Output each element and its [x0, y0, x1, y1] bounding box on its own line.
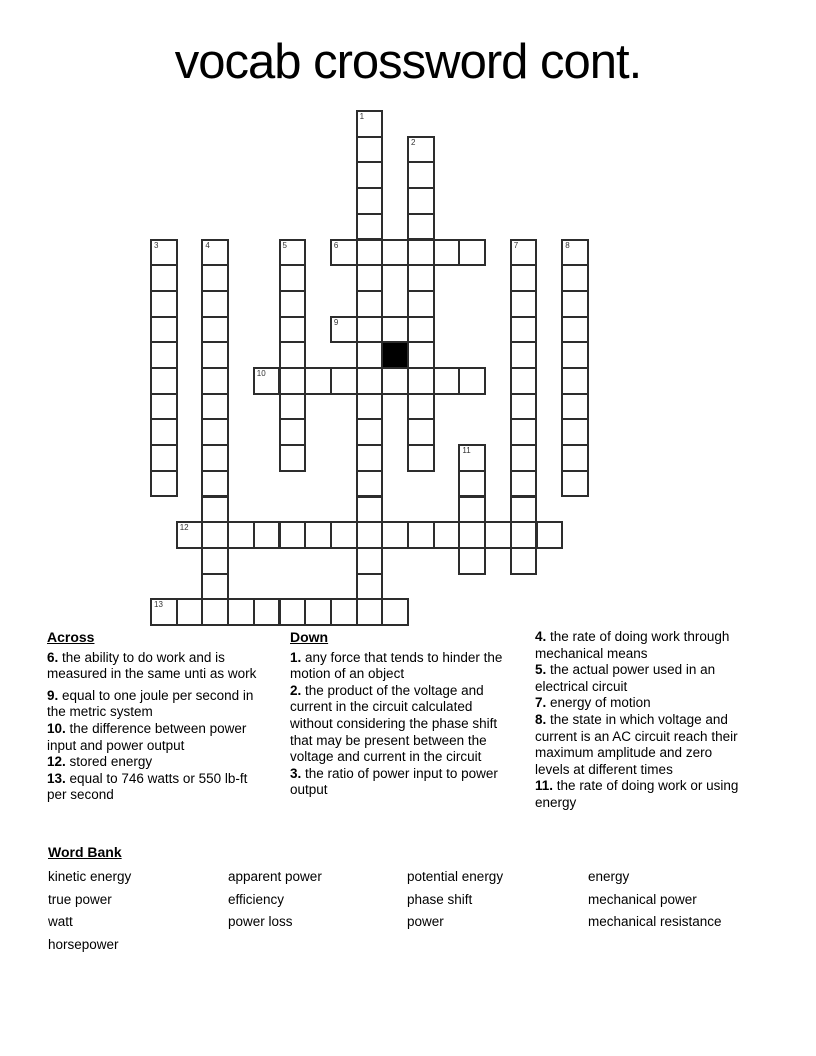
grid-cell[interactable]: [356, 316, 384, 344]
word-bank-column: [48, 866, 131, 956]
word-bank-item: watt: [48, 914, 73, 930]
grid-cell[interactable]: [407, 367, 435, 395]
word-bank-item: horsepower: [48, 936, 119, 952]
grid-cell[interactable]: [561, 418, 589, 446]
grid-cell[interactable]: [227, 598, 255, 626]
grid-cell[interactable]: [279, 598, 307, 626]
grid-cell[interactable]: [510, 341, 538, 369]
grid-cell[interactable]: [458, 496, 486, 524]
grid-cell[interactable]: [458, 521, 486, 549]
grid-cell[interactable]: [279, 341, 307, 369]
grid-cell[interactable]: [407, 161, 435, 189]
clue-across-13: [47, 771, 260, 804]
grid-cell[interactable]: [433, 521, 461, 549]
word-bank-column: [407, 866, 503, 934]
grid-cell[interactable]: [510, 367, 538, 395]
grid-cell[interactable]: [458, 367, 486, 395]
cell-number: 7: [513, 240, 519, 250]
grid-cell[interactable]: [150, 264, 178, 292]
grid-cell[interactable]: [356, 496, 384, 524]
grid-cell[interactable]: [201, 547, 229, 575]
down-header: Down: [290, 629, 329, 645]
grid-cell[interactable]: [407, 290, 435, 318]
grid-cell[interactable]: [356, 418, 384, 446]
grid-cell[interactable]: [407, 136, 435, 164]
grid-cell[interactable]: [561, 341, 589, 369]
grid-cell[interactable]: [201, 316, 229, 344]
clue-across-12: [47, 754, 260, 771]
cell-number: 4: [205, 240, 210, 250]
grid-cell[interactable]: [304, 521, 332, 549]
cell-number: 10: [256, 369, 266, 378]
grid-cell[interactable]: [561, 393, 589, 421]
grid-cell[interactable]: [433, 367, 461, 395]
clue-number: 6.: [47, 649, 59, 665]
grid-cell[interactable]: [201, 393, 229, 421]
word-bank-header: Word Bank: [48, 844, 122, 860]
grid-cell[interactable]: [356, 110, 384, 138]
grid-cell[interactable]: [201, 418, 229, 446]
grid-cell[interactable]: [330, 239, 358, 267]
grid-cell[interactable]: [561, 290, 589, 318]
grid-cell[interactable]: [279, 239, 307, 267]
grid-cell[interactable]: [510, 239, 538, 267]
grid-cell[interactable]: [176, 521, 204, 549]
grid-cell[interactable]: [381, 367, 409, 395]
grid-cell[interactable]: [356, 367, 384, 395]
cell-number: 9: [333, 317, 339, 327]
grid-cell[interactable]: [356, 239, 384, 267]
grid-cell[interactable]: [150, 470, 178, 498]
clue-number: 7.: [535, 695, 547, 711]
clue-number: 4.: [535, 629, 547, 644]
clue-text: the ability to do work and is measured in the same unti as work: [47, 649, 257, 682]
black-cell: [381, 341, 409, 369]
grid-cell[interactable]: [279, 521, 307, 549]
grid-cell[interactable]: [356, 598, 384, 626]
grid-cell[interactable]: [201, 290, 229, 318]
grid-cell[interactable]: [356, 444, 384, 472]
cell-number: 12: [179, 523, 189, 533]
word-bank-item: potential energy: [407, 869, 504, 884]
word-bank-item: efficiency: [228, 891, 285, 907]
clue-number: 1.: [290, 649, 302, 665]
grid-cell[interactable]: [150, 598, 178, 626]
grid-cell[interactable]: [510, 316, 538, 344]
down-clues-column: [290, 629, 503, 799]
grid-cell[interactable]: [356, 187, 384, 215]
grid-cell[interactable]: [201, 598, 229, 626]
grid-cell[interactable]: [510, 521, 538, 549]
clue-text: equal to 746 watts or 550 lb-ft per second: [47, 770, 248, 803]
clue-number: 9.: [47, 687, 59, 703]
clue-down-11: [535, 778, 746, 811]
grid-cell[interactable]: [150, 341, 178, 369]
grid-cell[interactable]: [356, 470, 384, 498]
grid-cell[interactable]: [150, 393, 178, 421]
grid-cell[interactable]: [304, 598, 332, 626]
grid-cell[interactable]: [279, 316, 307, 344]
clue-down-7: [535, 695, 746, 712]
cell-number: 1: [359, 112, 365, 121]
grid-cell[interactable]: [330, 598, 358, 626]
cell-number: 5: [282, 240, 287, 250]
grid-cell[interactable]: [253, 521, 281, 549]
grid-cell[interactable]: [407, 239, 435, 267]
grid-cell[interactable]: [330, 367, 358, 395]
clue-text: the rate of doing work through mechanical means: [535, 629, 730, 661]
grid-cell[interactable]: [150, 444, 178, 472]
clue-number: 10.: [47, 720, 66, 736]
grid-cell[interactable]: [561, 470, 589, 498]
grid-cell[interactable]: [484, 521, 512, 549]
grid-cell[interactable]: [407, 264, 435, 292]
grid-cell[interactable]: [201, 367, 229, 395]
grid-cell[interactable]: [304, 367, 332, 395]
grid-cell[interactable]: [201, 341, 229, 369]
down-clues-column-continued: [535, 629, 746, 812]
clue-text: the difference between power input and power output: [47, 720, 247, 753]
cell-number: 6: [333, 240, 339, 250]
grid-cell[interactable]: [279, 444, 307, 472]
grid-cell[interactable]: [150, 239, 178, 267]
grid-cell[interactable]: [510, 470, 538, 498]
grid-cell[interactable]: [407, 521, 435, 549]
grid-cell[interactable]: [356, 264, 384, 292]
grid-cell[interactable]: [356, 573, 384, 601]
grid-cell[interactable]: [381, 598, 409, 626]
grid-cell[interactable]: [201, 573, 229, 601]
clue-text: equal to one joule per second in the metric system: [47, 687, 254, 720]
clue-number: 11.: [535, 778, 554, 794]
grid-cell[interactable]: [356, 547, 384, 575]
clue-text: any force that tends to hinder the motion of an object: [290, 649, 503, 682]
clue-down-4: [535, 629, 746, 662]
cell-number: 3: [154, 240, 159, 250]
grid-cell[interactable]: [561, 264, 589, 292]
across-header: Across: [47, 629, 95, 645]
grid-cell[interactable]: [458, 547, 486, 575]
grid-cell[interactable]: [510, 547, 538, 575]
grid-cell[interactable]: [201, 521, 229, 549]
grid-cell[interactable]: [279, 418, 307, 446]
grid-cell[interactable]: [253, 598, 281, 626]
grid-cell[interactable]: [458, 470, 486, 498]
grid-cell[interactable]: [356, 161, 384, 189]
clue-text: stored energy: [69, 754, 153, 770]
grid-cell[interactable]: [356, 341, 384, 369]
grid-cell[interactable]: [279, 290, 307, 318]
grid-cell[interactable]: [201, 444, 229, 472]
word-bank-item: apparent power: [228, 869, 322, 884]
clue-down-5: [535, 662, 746, 695]
grid-cell[interactable]: [458, 239, 486, 267]
grid-cell[interactable]: [407, 444, 435, 472]
across-clues-column: [47, 629, 260, 804]
clue-text: the product of the voltage and current in the circuit calculated without considering the phase shift that may be present between the voltage and current in the circuit: [290, 682, 498, 765]
clue-down-1: [290, 650, 503, 683]
grid-cell[interactable]: [356, 290, 384, 318]
grid-cell[interactable]: [561, 316, 589, 344]
clue-across-9: [47, 688, 260, 721]
grid-cell[interactable]: [381, 239, 409, 267]
cell-number: 8: [565, 240, 570, 250]
grid-cell[interactable]: [407, 393, 435, 421]
grid-cell[interactable]: [510, 290, 538, 318]
grid-cell[interactable]: [433, 239, 461, 267]
grid-cell[interactable]: [458, 444, 486, 472]
word-bank-item: mechanical resistance: [588, 914, 722, 930]
cell-number: 11: [462, 446, 471, 456]
grid-cell[interactable]: [407, 316, 435, 344]
clue-number: 13.: [47, 770, 66, 786]
grid-cell[interactable]: [407, 341, 435, 369]
clue-number: 8.: [535, 711, 547, 727]
grid-cell[interactable]: [561, 444, 589, 472]
grid-cell[interactable]: [510, 393, 538, 421]
clue-number: 12.: [47, 754, 66, 770]
grid-cell[interactable]: [510, 496, 538, 524]
clue-number: 3.: [290, 765, 302, 781]
grid-cell[interactable]: [407, 213, 435, 241]
grid-cell[interactable]: [356, 136, 384, 164]
clue-down-3: [290, 766, 503, 799]
word-bank-item: kinetic energy: [48, 869, 132, 884]
clue-text: the rate of doing work or using energy: [535, 778, 739, 810]
grid-cell[interactable]: [201, 264, 229, 292]
clue-number: 5.: [535, 662, 547, 678]
clue-across-6: [47, 650, 260, 683]
clue-text: the ratio of power input to power output: [290, 765, 498, 798]
clue-text: the state in which voltage and current is an AC circuit reach their maximum amplitude and zero levels at different times: [535, 711, 738, 777]
grid-cell[interactable]: [201, 470, 229, 498]
page-title: vocab crossword cont.: [174, 35, 642, 89]
clue-number: 2.: [290, 682, 302, 698]
grid-cell[interactable]: [561, 367, 589, 395]
clue-text: the actual power used in an electrical circuit: [535, 662, 716, 694]
grid-cell[interactable]: [201, 239, 229, 267]
word-bank-column: [588, 866, 722, 934]
word-bank-item: phase shift: [407, 891, 473, 907]
grid-cell[interactable]: [407, 418, 435, 446]
grid-cell[interactable]: [150, 418, 178, 446]
grid-cell[interactable]: [150, 290, 178, 318]
grid-cell[interactable]: [150, 316, 178, 344]
grid-cell[interactable]: [227, 521, 255, 549]
grid-cell[interactable]: [279, 367, 307, 395]
grid-cell[interactable]: [407, 187, 435, 215]
grid-cell[interactable]: [279, 264, 307, 292]
grid-cell[interactable]: [176, 598, 204, 626]
cell-number: 13: [154, 600, 163, 610]
word-bank-item: power loss: [228, 914, 293, 930]
clue-down-8: [535, 712, 746, 778]
clue-text: energy of motion: [550, 695, 651, 711]
grid-cell[interactable]: [381, 521, 409, 549]
word-bank-item: power: [407, 914, 444, 930]
grid-cell[interactable]: [510, 264, 538, 292]
grid-cell[interactable]: [150, 367, 178, 395]
word-bank-item: energy: [588, 869, 630, 884]
grid-cell[interactable]: [356, 521, 384, 549]
grid-cell[interactable]: [201, 496, 229, 524]
cell-number: 2: [411, 137, 416, 147]
grid-cell[interactable]: [510, 444, 538, 472]
grid-cell[interactable]: [510, 418, 538, 446]
clue-across-10: [47, 721, 260, 754]
grid-cell[interactable]: [561, 239, 589, 267]
word-bank-item: true power: [48, 891, 112, 907]
grid-cell[interactable]: [356, 393, 384, 421]
word-bank-item: mechanical power: [588, 891, 697, 907]
grid-cell[interactable]: [253, 367, 281, 395]
grid-cell[interactable]: [536, 521, 564, 549]
grid-cell[interactable]: [330, 316, 358, 344]
grid-cell[interactable]: [279, 393, 307, 421]
clue-down-2: [290, 683, 503, 766]
word-bank-column: [228, 866, 322, 934]
grid-cell[interactable]: [330, 521, 358, 549]
grid-cell[interactable]: [381, 316, 409, 344]
grid-cell[interactable]: [356, 213, 384, 241]
